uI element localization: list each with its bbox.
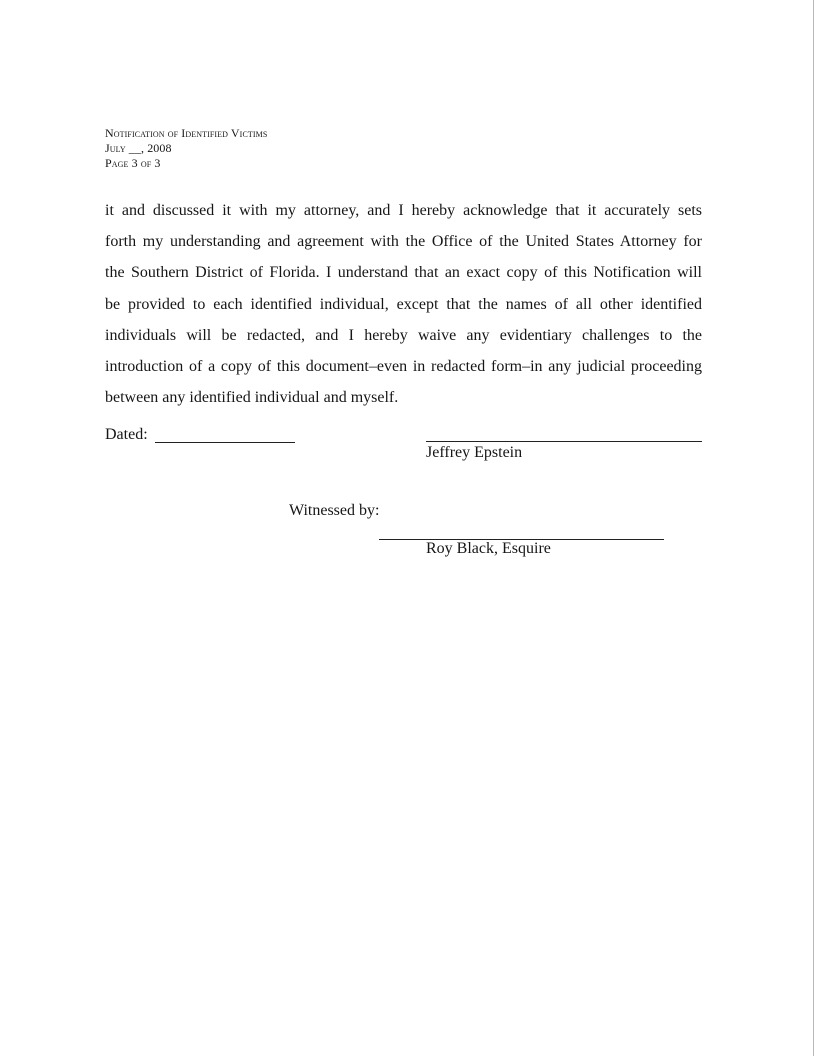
date-blank-line (155, 442, 295, 443)
body-line: be provided to each identified individual, except that the names of all other identified (105, 295, 702, 313)
header-page-number: Page 3 of 3 (105, 156, 161, 170)
witness-name: Roy Black, Esquire (426, 540, 551, 557)
body-line: the Southern District of Florida. I understand that an exact copy of this Notification will (105, 264, 702, 282)
body-line: introduction of a copy of this document–even in redacted form–in any judicial proceeding (105, 358, 702, 376)
witness-label: Witnessed by: (289, 502, 380, 519)
body-line: forth my understanding and agreement with the Office of the United States Attorney for (105, 233, 702, 251)
signer-name: Jeffrey Epstein (426, 444, 523, 461)
signer-signature-line (426, 441, 702, 442)
body-line: between any identified individual and myself. (105, 389, 399, 407)
scan-edge-line (813, 0, 814, 1056)
body-line: it and discussed it with my attorney, and I hereby acknowledge that it accurately sets (105, 202, 702, 219)
body-paragraph (105, 195, 702, 413)
header-title: Notification of Identified Victims (105, 126, 268, 140)
header-date: July __, 2008 (105, 141, 172, 155)
document-header (105, 126, 267, 171)
dated-label: Dated: (105, 426, 148, 443)
body-line: individuals will be redacted, and I hereby waive any evidentiary challenges to the (105, 326, 702, 344)
